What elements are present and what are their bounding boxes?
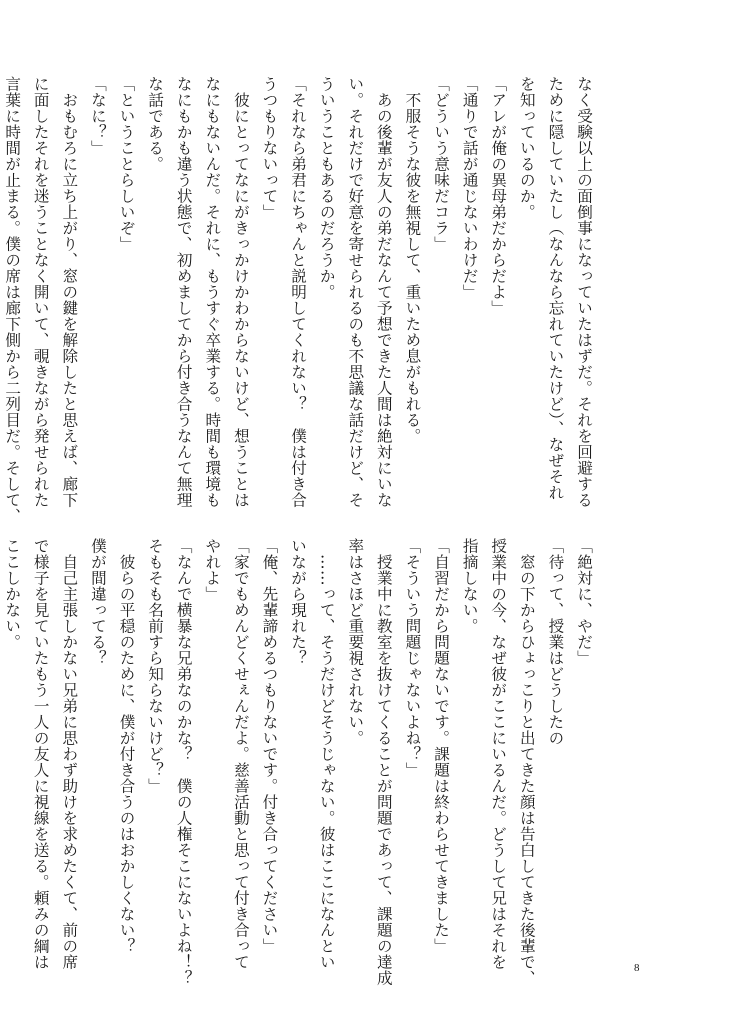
text-line: 「俺、先輩諦めるつもりないです。付き合ってください」 (260, 538, 279, 954)
text-line: 不服そうな彼を無視して、重いため息がもれる。 (403, 76, 422, 444)
text-block-bottom (3, 538, 598, 986)
text-line: 彼にとってなにがきっかけかわからないけど、想うことは (231, 76, 250, 508)
text-line: 僕が間違ってる？ (88, 538, 107, 666)
text-line: 率はさほど重要視されない。 (346, 538, 365, 746)
text-line: 「ということらしいぞ」 (117, 76, 136, 252)
text-line: 指摘しない。 (460, 538, 479, 634)
text-line: な話である。 (146, 76, 165, 172)
text-line: 「待って、授業はどうしたの (546, 538, 565, 746)
text-line: 「それなら弟君にちゃんと説明してくれない？ 僕は付き合 (289, 76, 308, 508)
text-line: おもむろに立ち上がり、窓の鍵を解除したと思えば、廊下 (60, 76, 79, 508)
text-line: 「アレが俺の異母弟だからだよ」 (489, 76, 508, 316)
text-line: 言葉に時間が止まる。僕の席は廊下側から二列目だ。そして、 (3, 76, 22, 524)
text-line: あの後輩が友人の弟だなんて予想できた人間は絶対にいな (374, 76, 393, 508)
text-line: ういうこともあるのだろうか。 (317, 76, 336, 300)
text-line: ここしかない。 (3, 538, 22, 650)
text-line: なく受験以上の面倒事になっていたはずだ。それを回避する (575, 76, 593, 508)
text-line: ……って、そうだけどそうじゃない。彼はここになんとい (317, 538, 336, 970)
text-line: 自己主張しかない兄弟に思わず助けを求めたくて、前の席 (60, 538, 79, 970)
text-line: 「どういう意味だコラ」 (432, 76, 451, 252)
text-line: そもそも名前すら知らないけど？」 (146, 538, 165, 794)
text-line: に面したそれを迷うことなく開いて、覗きながら発せられた (31, 76, 50, 508)
text-line: 「絶対に、やだ」 (575, 538, 593, 666)
text-line: 「家でもめんどくせぇんだよ。慈善活動と思って付き合って (231, 538, 250, 970)
text-line: 「そういう問題じゃないよね？」 (403, 538, 422, 778)
text-line: 授業中の今、なぜ彼がここにいるんだ。どうして兄はそれを (489, 538, 508, 970)
text-line: 「自習だから問題ないです。課題は終わらせてきました」 (432, 538, 451, 954)
page-number: 8 (634, 962, 640, 974)
text-block-top (3, 76, 598, 524)
text-line: いながら現れた？ (289, 538, 308, 666)
text-line: 授業中に教室を抜けてくることが問題であって、課題の達成 (374, 538, 393, 986)
text-line: 彼らの平穏のために、僕が付き合うのはおかしくない？ (117, 538, 136, 954)
text-line: い。それだけで好意を寄せられるのも不思議な話だけど、そ (346, 76, 365, 508)
text-line: 「なに？」 (88, 76, 107, 156)
text-line: 「通りで話が通じないわけだ」 (460, 76, 479, 300)
text-line: ために隠していたし（なんなら忘れていたけど）、なぜそれ (546, 76, 565, 501)
text-line: なにもないんだ。それに、もうすぐ卒業する。時間も環境も (203, 76, 222, 508)
text-line: なにもかも違う状態で、初めましてから付き合うなんて無理 (174, 76, 193, 508)
text-line: やれよ」 (203, 538, 222, 602)
text-line: を知っているのか。 (517, 76, 536, 220)
text-line: 「なんで横暴な兄弟なのかな？ 僕の人権そこにないよね！？ (174, 538, 193, 986)
text-line: で様子を見ていたもう一人の友人に視線を送る。頼みの綱は (31, 538, 50, 970)
text-line: うつもりないって」 (260, 76, 279, 220)
text-line: 窓の下からひょっこりと出てきた顔は告白してきた後輩で、 (517, 538, 536, 986)
